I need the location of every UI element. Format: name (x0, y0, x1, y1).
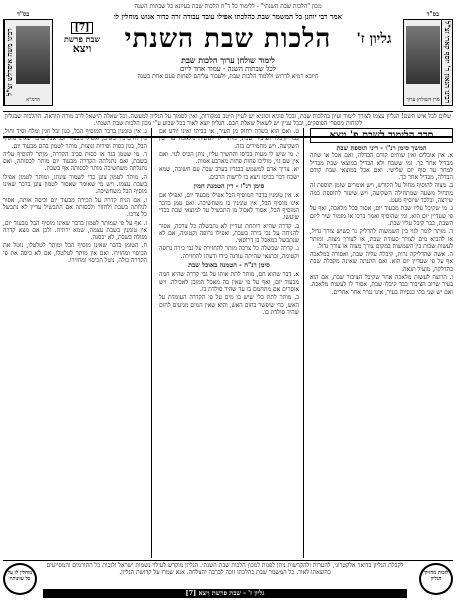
paragraph: ד. מי שטמן בגד או כסות סביב הקדרה, מותר להוסיף עליה בשבת, ואם נתגלתה הקדרה מבעוד יום מותר לכסותה, ואם נתגלתה משחשיכה מותר לכסותה אף בשבת. (3, 150, 147, 173)
portrait-left-box (3, 19, 53, 106)
side-name-right: רבינו הגאון ר' יוסף קארו זצ"ל (443, 21, 452, 104)
section-heading: סימן רנ"ז - דין הטמנת חמין (193, 182, 265, 191)
parasha-prefix: שבת פרשת (63, 34, 100, 44)
section-heading: סימן רנ"ח - הטמנה באוכל שבת (188, 261, 270, 270)
masthead (57, 13, 399, 80)
paragraph: ו. הרוצה לעשות מלאכה אחר שקיבל הציבור שבת, אם הוא בעיר שרוב הציבור כבר קיבלו שבת, אסור לו לעשות מלאכה. ואם יש שני בתי כנסיות בעיר, אינו נגרר אחר אחרים. (310, 274, 453, 296)
paragraph: י. מי שיש לו מעות בכיסו והחשיך עליו, נותן הכיס לגוי. ואם אין שם גוי, מוליכו פחות פחות מארבע אמות. (159, 150, 299, 166)
paragraph: ג. קדרה שבשלה כל צרכה מותר להחזירה על גבי כירה גרופה וקטומה, ובתנאי שהיתה עודנה בידו ודעתו להחזירה. (159, 245, 299, 260)
paragraph: ב. מותר לתת כלי שיש בו מים על פי הקדרה העומדת על האש, כדי שיפשר בחום האש, והוא שאין המים מגיעים לחום שהיד סולדת בו. (159, 294, 299, 316)
footer (3, 560, 453, 598)
column-right (310, 128, 453, 558)
masthead-quote: אמר רבי יוחנן כל המשמר שבת כהלכתו אפילו עובד עבודה זרה כדור אנוש מוחלין לו (113, 12, 343, 21)
section-title: סדר הלימוד לשבת פ' ויצא (310, 128, 453, 143)
subtitle-schedule: לכל שבתות השנה - עמוד אחד ליום (180, 65, 276, 73)
columns (3, 128, 453, 558)
title-row (57, 22, 399, 56)
header (3, 11, 453, 111)
subtitle-obligation: חיובא רמיא לדרוש וללמוד הלכות שבת, ולעבור עליהם לפחות פעם אחת בשנה (137, 73, 319, 80)
portrait-caption-left: הרמ"א (26, 97, 40, 103)
paragraph: ה. אשה שהדליקה נרות, קיבלה עליה שבת, ואסורה במלאכה אף על פי שעדיין יום הוא. ואם התנתה שאינה מקבלת שבת בהדלקה, מועיל תנאה. (310, 251, 453, 273)
footer-text: לקבלת הגליון בדואר אלקטרוני, להערות ולהקדשות ניתן לפנות למכון הלכות שבת השנתי. הגליון מוקדש לעילוי נשמות ישראל ולזכות כל התורמים והמסייעים בהוצאתו לאור. כל המשמר שבת כהלכתו זוכה לברכה והצלחה. אנא שמרו על קדושת הגליון. (46, 562, 404, 576)
paragraph: א. אין אוכלים ואין שותים קודם הבדלה, ואם אכל או שתה מבדיל אחר כך. ומי ששכח ולא הבדיל במוצאי שבת מבדיל למחר עד סוף יום שלישי. ואם אכל במוצאי שבת קודם הבדלה, מבדיל אחר כך. (310, 152, 453, 182)
paragraph: ט. ואם הוא בשדה רחוק מן העיר, או בביתו ואינו יודע אם כבר קיבלו הציבור שבת, מותר לו לעשות מלאכה עד זמן השקיעה. ויש מחמירים בזה. (159, 128, 299, 150)
paragraph: ב. מצוה להוסיף מחול על הקודש, ויש אומרים שזמן תוספת זה מתחיל משעה שמתחילה השקיעה, ויש שיעור לתוספת כמה שירצה, ובלבד שיוסיף מעט. (310, 182, 453, 205)
main-title: הלכות שבת השנתי (124, 24, 332, 54)
portrait-right (406, 26, 440, 84)
notice-banner: שלום לכל איש השם! הגליון עצמו לצורך לימוד ועיון בהלכות שבת, ובכל סוגיא וסוגיא יש לעיין היטב במקורות, ואין לסמוך על הגליון למעשה. וכל שאלה תישאל לרב מורה הוראה. ההלכות שבגליון לקוחות מספרי הפוסקים, ובכל עניין יש לשאול שאלת חכם. הגליון יוצא לאור בכל שבוע ע"י מכון הלכות שבת השנתי. (3, 111, 453, 138)
paragraph: ו. אם הניח קדרה על הכירה מבעוד יום וכיסה אותה, אסור לגלותה בשבת ולחזור ולכסותה אם התבשיל עדיין לא נתבשל כל צרכו. (3, 196, 147, 219)
section-subtitle: המשך סימן רנ"ו - דיני תוספת שבת (336, 144, 427, 152)
portrait-caption-right: מרן השולחן ערוך (406, 97, 440, 103)
side-name-left: רבינו משה איסרלש זצ"ל (4, 20, 15, 105)
top-line: מכון "הלכות שבת השנתי" - ללימוד כל ד"ח הלכות שבת בעיונא כל שבתות השנה (134, 3, 322, 10)
paragraph: א. דבר שהוא חם, מותר לתת אותו על גבי קדרה שהיא חמה מבעוד יום, ואף על פי שאין בה מאכל המוכן לאכילה. ויש אוסרים אם מתחמם בו עד שהיד סולדת בו. (159, 271, 299, 293)
paragraph: יא. צריך אדם למשמש בבגדיו בערב שבת עם חשיכה, שמא ישכח דבר בכיסו ויצא בו לרשות הרבים. (159, 166, 299, 181)
portrait-right-box (403, 19, 453, 106)
seal-right: לזכות מחזיקי הגליון (419, 563, 453, 595)
paragraph: ה. מותר לטמון צונן כדי לשמור צינתו, ומותר לטמון אפילו בשבת עצמו. ויש מי שאומר שאסור לטמון צונן בדבר שאינו מוסיף הבל משחשיכה. (3, 173, 147, 196)
paragraph: ב. קדרה שהיא רותחת ועדיין לא נתבשלה כל צרכה, אסור להניחה על גבי כירה בשבת, ואפילו גרופה וקטומה, אם לא שנתבשל כמאכל בן דרוסאי. (159, 222, 299, 245)
issue-number: גליון ז' (356, 31, 392, 47)
parasha-name: ויצא (72, 42, 92, 55)
paragraph: א. אין טומנין בדבר המוסיף הבל אפילו מבעוד יום, ואפילו אם אינו מוסיף הבל, אין טומנין בו משחשיכה. ואם טמן בדבר המוסיף הבל, אסור לאכול מן התבשיל עד למוצאי שבת בכדי שיעשו. (159, 192, 299, 222)
subtitle-study: לימוד שולחן ערוך הלכות שבת (181, 55, 275, 65)
column-left (3, 128, 152, 558)
footer-bar: גליון ז' - שבת פרשת ויצא [7] (43, 589, 407, 598)
label-left: בס"ד (17, 11, 30, 18)
paragraph: ג. מי שקיבל עליו שבת מבעוד יום, אסור בכל מלאכה, ואף על פי שעדיין יום הוא. ומי שהוסיף ואמר ברכו או מזמור שיר ליום השבת, כבר קיבל עליו שבת. (310, 205, 453, 227)
parasha-number: [7] (71, 22, 94, 34)
paragraph: ח. הטומן בדבר שאינו מוסיף הבל ומותר לטלטלו, נוטל את הכיסוי ומחזירו. ואם אין מותר לטלטלו, אם לא כיסה את פי הקדרה כולה, נוטל הכיסוי ומחזירו. (3, 242, 147, 265)
portrait-left (16, 26, 50, 84)
seal-left: מוחלין לו על כל עוונותיו (3, 563, 37, 595)
paragraph: ד. מותר לומר לגוי בין השמשות להדליק נר כשיש צורך גדול, או להביא מים לצורך סעודת שבת, או לצורך מצוה. ומותר לעשות שבות בין השמשות במקום צורך מצוה או צורך גדול. (310, 228, 453, 250)
paragraph: ג. אין טומנין בדבר המוסיף הבל, כגון זבל וזגין ומלח וסיד וחול, בין לחים בין יבשים, ואפילו מבעוד יום. אבל בדבר שאינו מוסיף הבל, כגון כסות ופירות ונוצות, מותר לטמון בהם מבעוד יום. (3, 128, 147, 150)
column-middle (159, 128, 304, 558)
label-right: בס"ד (426, 11, 439, 18)
paragraph: ז. אף על פי שמותר לטמון בדבר שאינו מוסיף הבל מבעוד יום, אין טומנין בשבת עצמה, שמא ירתיח. ולכן אם מצא קדרה מגולה בשבת, לא יכסנה. (3, 219, 147, 242)
parasha-box (57, 22, 107, 54)
